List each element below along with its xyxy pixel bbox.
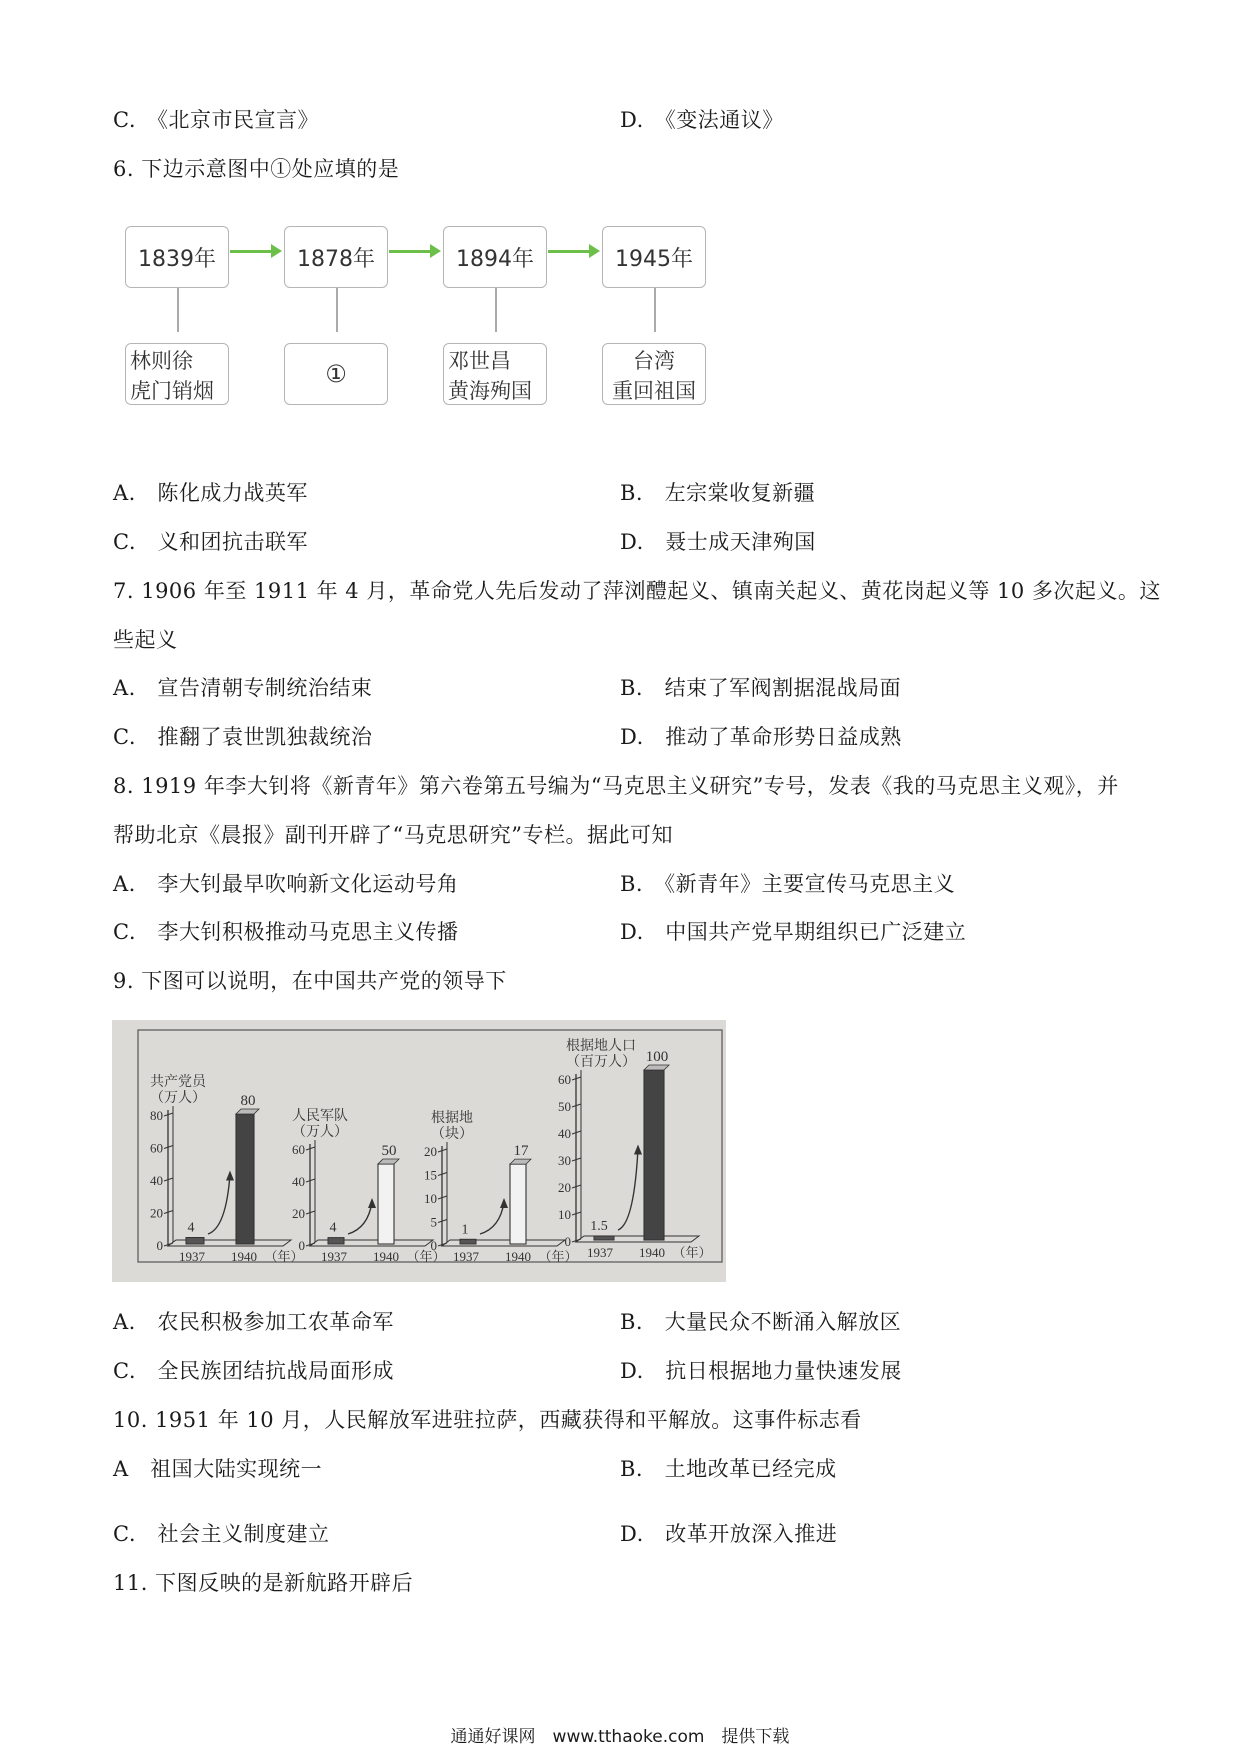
timeline-note-line: 重回祖国 (612, 379, 696, 403)
q7-option-c: C. 推翻了袁世凯独裁统治 (113, 725, 373, 749)
q10-option-a: A 祖国大陆实现统一 (113, 1457, 323, 1481)
timeline-note-line: 林则徐 (130, 349, 193, 373)
bar-1940-top (510, 1159, 531, 1164)
bar-1940-top (236, 1109, 259, 1114)
data-label: 1.5 (590, 1218, 608, 1234)
bar-1940 (510, 1164, 526, 1244)
timeline-arrow (548, 250, 596, 253)
chart-unit: （块） (431, 1127, 473, 1142)
y-tick-label: 60 (558, 1072, 571, 1087)
q9-option-b: B. 大量民众不断涌入解放区 (620, 1310, 902, 1334)
timeline-connector (495, 288, 497, 332)
q10-option-d: D. 改革开放深入推进 (620, 1522, 838, 1546)
x-tick-label: 1937 (179, 1249, 205, 1264)
bar-1937 (594, 1236, 614, 1240)
y-tick-label: 40 (150, 1173, 163, 1188)
growth-arrowhead (226, 1171, 234, 1181)
y-tick-label: 0 (564, 1234, 571, 1249)
q5-option-d: D. 《变法通议》 (620, 108, 784, 132)
chart-title: 根据地 (431, 1111, 473, 1126)
q8-stem-line1: 8. 1919 年李大钊将《新青年》第六卷第五号编为“马克思主义研究”专号，发表《我的马克思主义观》，并 (113, 774, 1119, 798)
y-tick-label: 20 (558, 1180, 571, 1195)
timeline-arrow (389, 250, 437, 253)
growth-arrowhead (634, 1145, 642, 1155)
y-tick-label: 10 (424, 1191, 437, 1206)
bar-1940-top (644, 1065, 669, 1070)
x-tick-label: 1940 (373, 1249, 399, 1264)
q6-stem: 6. 下边示意图中①处应填的是 (113, 157, 400, 181)
q10-option-c: C. 社会主义制度建立 (113, 1522, 330, 1546)
q8-option-d: D. 中国共产党早期组织已广泛建立 (620, 920, 967, 944)
x-tick-label: 1937 (587, 1245, 613, 1260)
bar-1937 (186, 1238, 204, 1245)
q8-option-c: C. 李大钊积极推动马克思主义传播 (113, 920, 459, 944)
q10-option-b: B. 土地改革已经完成 (620, 1457, 837, 1481)
data-label: 4 (187, 1220, 195, 1236)
circled-one-marker: ① (325, 360, 347, 388)
y-tick-label: 20 (150, 1205, 163, 1221)
y-tick-label: 0 (156, 1238, 163, 1253)
growth-arrow (208, 1175, 230, 1235)
chart-unit: （万人） (292, 1125, 348, 1140)
bar-1940 (378, 1164, 394, 1244)
data-label: 80 (240, 1093, 256, 1109)
y-tick-label: 0 (430, 1238, 437, 1253)
q8-option-b: B. 《新青年》主要宣传马克思主义 (620, 872, 956, 896)
timeline-note-line: 邓世昌 (448, 349, 511, 373)
q9-bar-charts (112, 1020, 726, 1282)
y-tick-label: 20 (424, 1144, 437, 1159)
y-tick-label: 5 (430, 1214, 437, 1230)
q6-option-d: D. 聂士成天津殉国 (620, 530, 816, 554)
y-tick-label: 15 (424, 1167, 437, 1183)
q8-option-a: A. 李大钊最早吹响新文化运动号角 (113, 872, 459, 896)
data-label: 4 (329, 1220, 337, 1236)
timeline-arrow (230, 250, 278, 253)
q7-stem-line2: 些起义 (113, 628, 178, 652)
q6-option-a: A. 陈化成力战英军 (113, 481, 308, 505)
data-label: 100 (645, 1049, 669, 1065)
bar-1940 (236, 1114, 254, 1244)
data-label: 50 (381, 1143, 397, 1159)
bar-1937 (460, 1239, 476, 1244)
chart-canvas (112, 1020, 726, 1282)
x-axis-unit: （年） (672, 1245, 712, 1260)
y-tick-label: 0 (298, 1238, 305, 1253)
timeline-note-line: 台湾 (633, 349, 675, 373)
q11-stem: 11. 下图反映的是新航路开辟后 (113, 1571, 414, 1595)
y-tick-label: 20 (292, 1206, 305, 1221)
x-axis-unit: （年） (406, 1249, 446, 1264)
timeline-note-3 (443, 343, 547, 405)
x-tick-label: 1940 (639, 1245, 665, 1260)
timeline-year-4: 1945年 (602, 226, 706, 288)
x-axis-unit: （年） (538, 1249, 578, 1264)
growth-arrowhead (368, 1198, 376, 1208)
q7-stem-line1: 7. 1906 年至 1911 年 4 月，革命党人先后发动了萍浏醴起义、镇南关起义、黄花岗起义等 10 多次起义。这 (113, 579, 1161, 603)
chart-unit: （百万人） (566, 1055, 636, 1070)
data-label: 1 (461, 1222, 469, 1238)
q7-option-b: B. 结束了军阀割据混战局面 (620, 676, 902, 700)
chart-unit: （万人） (150, 1091, 206, 1106)
y-tick-label: 60 (292, 1142, 305, 1157)
growth-arrow (618, 1149, 638, 1231)
q9-stem: 9. 下图可以说明，在中国共产党的领导下 (113, 969, 507, 993)
q9-option-d: D. 抗日根据地力量快速发展 (620, 1359, 902, 1383)
chart-title: 根据地人口 (566, 1039, 636, 1054)
timeline-note-line: 虎门销烟 (130, 379, 214, 403)
q9-option-c: C. 全民族团结抗战局面形成 (113, 1359, 394, 1383)
timeline-connector (654, 288, 656, 332)
timeline-note-line: 黄海殉国 (448, 379, 532, 403)
y-tick-label: 40 (292, 1174, 305, 1189)
timeline-connector (336, 288, 338, 332)
x-axis-unit: （年） (264, 1249, 304, 1264)
data-label: 17 (513, 1143, 529, 1160)
x-tick-label: 1937 (321, 1249, 347, 1264)
growth-arrow (348, 1202, 372, 1234)
bar-1940 (644, 1070, 664, 1240)
q6-option-b: B. 左宗棠收复新疆 (620, 481, 816, 505)
page-footer: 通通好课网 www.tthaoke.com 提供下载 (450, 1727, 790, 1747)
timeline-connector (177, 288, 179, 332)
growth-arrowhead (500, 1198, 508, 1208)
y-tick-label: 50 (558, 1099, 571, 1114)
y-tick-label: 60 (150, 1140, 163, 1156)
q9-option-a: A. 农民积极参加工农革命军 (113, 1310, 394, 1334)
q7-option-a: A. 宣告清朝专制统治结束 (113, 676, 373, 700)
chart-title: 共产党员 (150, 1075, 206, 1090)
timeline-year-2: 1878年 (284, 226, 388, 288)
y-tick-label: 10 (558, 1207, 571, 1222)
x-tick-label: 1940 (505, 1249, 531, 1264)
timeline-note-2-blank (284, 343, 388, 405)
timeline-note-4 (602, 343, 706, 405)
q7-option-d: D. 推动了革命形势日益成熟 (620, 725, 902, 749)
x-tick-label: 1937 (453, 1249, 479, 1264)
q6-option-c: C. 义和团抗击联军 (113, 530, 308, 554)
x-tick-label: 1940 (231, 1249, 257, 1264)
bar-1937 (328, 1238, 344, 1244)
q5-option-c: C. 《北京市民宣言》 (113, 108, 319, 132)
q8-stem-line2: 帮助北京《晨报》副刊开辟了“马克思研究”专栏。据此可知 (113, 823, 673, 847)
timeline-year-3: 1894年 (443, 226, 547, 288)
y-tick-label: 80 (150, 1108, 163, 1123)
q10-stem: 10. 1951 年 10 月，人民解放军进驻拉萨，西藏获得和平解放。这事件标志看 (113, 1408, 862, 1432)
y-tick-label: 30 (558, 1153, 571, 1168)
bar-1940-top (378, 1159, 399, 1164)
growth-arrow (480, 1202, 504, 1234)
y-tick-label: 40 (558, 1126, 571, 1141)
timeline-year-1: 1839年 (125, 226, 229, 288)
timeline-note-1 (125, 343, 229, 405)
chart-title: 人民军队 (292, 1109, 348, 1124)
